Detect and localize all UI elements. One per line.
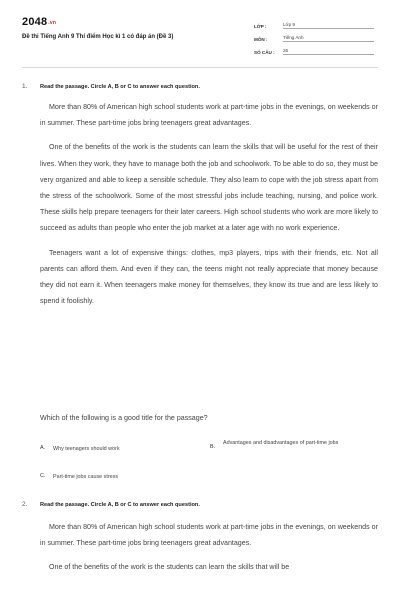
reading-passage — [40, 99, 378, 317]
document-title: Đề thi Tiếng Anh 9 Thí điểm Học kì 1 có đáp án (Đề 3) — [22, 34, 174, 40]
logo-suffix: .vn — [48, 20, 57, 26]
meta-value: Lớp 9 — [283, 22, 374, 29]
question-instruction: Read the passage. Circle A, B or C to answer each question. — [40, 84, 200, 90]
passage-paragraph: One of the benefits of the work is the students can learn the skills that will be — [49, 563, 290, 572]
reading-passage — [40, 519, 378, 584]
option-text: Part-time jobs cause stress — [53, 474, 119, 480]
option-a[interactable] — [40, 445, 200, 453]
question-prompt: Which of the following is a good title for the passage? — [40, 414, 208, 422]
meta-row-subject — [254, 29, 374, 42]
logo-main: 2048 — [22, 16, 48, 28]
passage-paragraph: More than 80% of American high school students work at part-time jobs in the evenings, on weekends or in summer. These part-time jobs bring teenagers great advantages. — [40, 523, 378, 548]
meta-label: MÔN : — [254, 37, 268, 42]
option-letter: A. — [40, 445, 46, 451]
page-header — [0, 0, 400, 68]
meta-row-class — [254, 16, 374, 29]
passage-paragraph: More than 80% of American high school students work at part-time jobs in the evenings, on weekends or in summer. These part-time jobs bring teenagers great advantages. — [40, 103, 378, 128]
header-divider — [22, 67, 378, 68]
exam-meta — [254, 16, 374, 55]
question-number: 2. — [22, 501, 28, 508]
meta-value: 26 — [283, 48, 374, 55]
meta-row-question-count — [254, 42, 374, 55]
question-number: 1. — [22, 83, 28, 90]
passage-paragraph: One of the benefits of the work is the students can learn the skills that will be useful for the rest of their lives. When they work, they have to manage both the job and schoolwork. To be able to do so, they must be very organized and able to keep a sensible schedule. They also learn to cope with the job stress apart from the stress of the schoolwork. Some of the most stressful jobs include teaching, nursing, and police work. These skills help prepare teenagers for their later careers. High school students who work are more likely to succeed as adults than people who enter the job market at a later age with no work experience. — [40, 143, 378, 233]
question-instruction: Read the passage. Circle A, B or C to answer each question. — [40, 502, 200, 508]
option-b[interactable] — [210, 439, 366, 450]
passage-paragraph: Teenagers want a lot of expensive things: clothes, mp3 players, trips with their friends, etc. Not all parents can afford them. And even if they can, the teens might not really appreciate that money because they did not earn it. When teenagers make money for themselves, they know its true and are less likely to spend it foolishly. — [40, 248, 378, 306]
meta-label: SỐ CÂU : — [254, 50, 275, 55]
meta-value: Tiếng Anh — [283, 35, 374, 42]
option-letter: B. — [210, 444, 216, 450]
site-logo[interactable] — [22, 16, 56, 28]
option-text: Why teenagers should work — [53, 446, 120, 452]
option-c[interactable] — [40, 473, 200, 481]
meta-label: LỚP : — [254, 24, 267, 29]
option-text: Advantages and disadvantages of part-time jobs — [223, 440, 339, 446]
option-letter: C. — [40, 473, 46, 479]
